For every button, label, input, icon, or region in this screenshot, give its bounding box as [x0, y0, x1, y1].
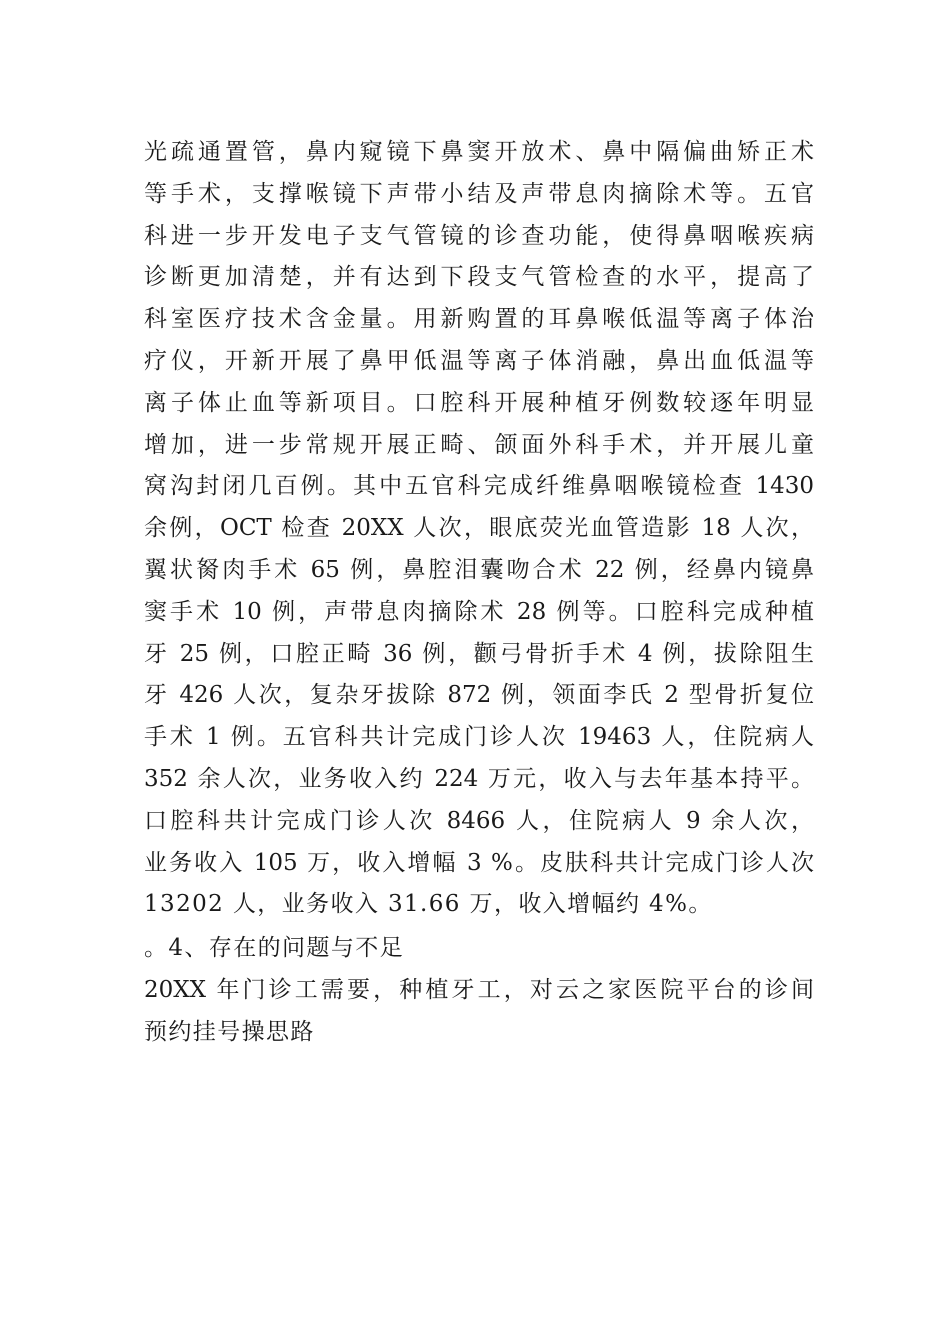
text-line: 科室医疗技术含金量。用新购置的耳鼻喉低温等离子体治: [144, 306, 814, 333]
text-line: 窦手术 10 例，声带息肉摘除术 28 例等。口腔科完成种植: [144, 598, 814, 625]
paragraph-2: [144, 970, 814, 1054]
text-line: 诊断更加清楚，并有达到下段支气管检查的水平，提高了: [144, 264, 814, 291]
section-heading: 。4、存在的问题与不足: [144, 935, 405, 962]
text-line: 余例，OCT 检查 20XX 人次，眼底荧光血管造影 18 人次，: [144, 515, 814, 542]
text-line: 增加，进一步常规开展正畸、颌面外科手术，并开展儿童: [144, 431, 814, 458]
text-line: 预约挂号操思路: [144, 1018, 315, 1045]
text-line: 疗仪，开新开展了鼻甲低温等离子体消融，鼻出血低温等: [144, 347, 814, 374]
text-line: 科进一步开发电子支气管镜的诊查功能，使得鼻咽喉疾病: [144, 222, 814, 249]
text-line: 等手术，支撑喉镜下声带小结及声带息肉摘除术等。五官: [144, 180, 814, 207]
text-line: 20XX 年门诊工需要，种植牙工，对云之家医院平台的诊间: [144, 976, 814, 1003]
document-body: [144, 132, 814, 1054]
text-line: 手术 1 例。五官科共计完成门诊人次 19463 人，住院病人: [144, 724, 814, 751]
text-line: 窝沟封闭几百例。其中五官科完成纤维鼻咽喉镜检查 1430: [144, 473, 814, 500]
text-line: 352 余人次，业务收入约 224 万元，收入与去年基本持平。: [144, 765, 814, 792]
text-line: 口腔科共计完成门诊人次 8466 人，住院病人 9 余人次，: [144, 807, 814, 834]
text-line: 13202 人，业务收入 31.66 万，收入增幅约 4%。: [144, 891, 713, 918]
text-line: 业务收入 105 万，收入增幅 3 %。皮肤科共计完成门诊人次: [144, 849, 814, 876]
paragraph-1: [144, 132, 814, 926]
text-line: 翼状胬肉手术 65 例，鼻腔泪囊吻合术 22 例，经鼻内镜鼻: [144, 556, 814, 583]
text-line: 光疏通置管，鼻内窥镜下鼻窦开放术、鼻中隔偏曲矫正术: [144, 139, 814, 165]
text-line: 离子体止血等新项目。口腔科开展种植牙例数较逐年明显: [144, 389, 814, 416]
text-line: 牙 426 人次，复杂牙拔除 872 例，领面李氏 2 型骨折复位: [144, 682, 814, 709]
text-line: 牙 25 例，口腔正畸 36 例，颧弓骨折手术 4 例，拔除阻生: [144, 640, 814, 667]
